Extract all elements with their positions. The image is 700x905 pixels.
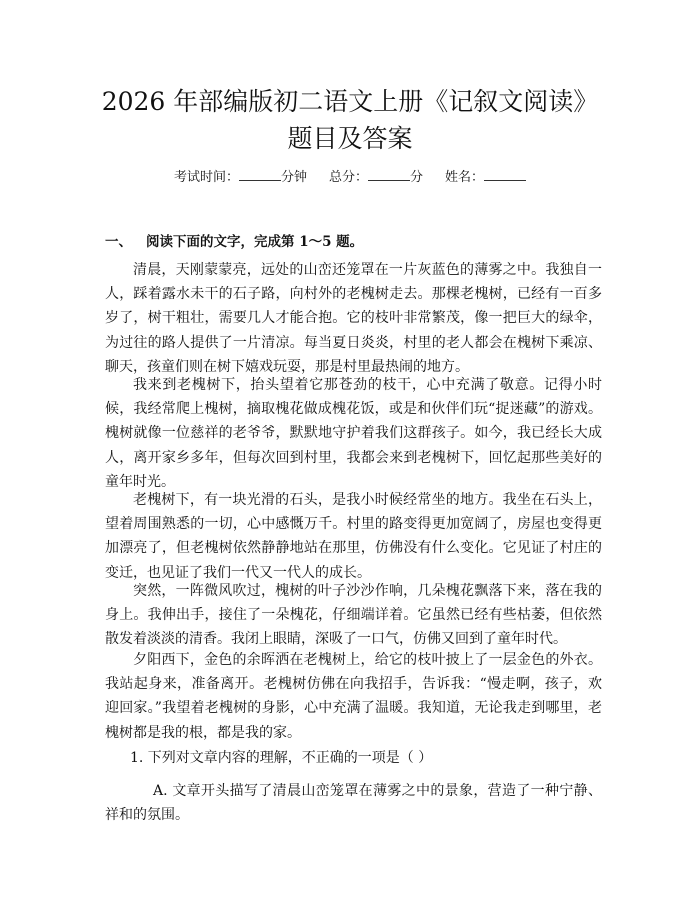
exam-time-label: 考试时间： bbox=[173, 170, 239, 185]
exam-time-blank bbox=[239, 168, 281, 181]
section-heading bbox=[105, 231, 363, 253]
section-instruction: 阅读下面的文字，完成第 1～5 题。 bbox=[146, 234, 364, 250]
student-name-label: 姓名： bbox=[445, 170, 485, 185]
total-score-label: 总分： bbox=[328, 170, 368, 185]
passage-paragraph-5: 夕阳西下，金色的余晖洒在老槐树上，给它的枝叶披上了一层金色的外衣。我站起身来，准备离开。老槐树仿佛在向我招手，告诉我：“慢走啊，孩子，欢迎回家。”我望着老槐树的身影，心中充满了温暖。我知道，无论我走到哪里，老槐树都是我的根，都是我的家。 bbox=[105, 652, 602, 741]
passage-paragraph-4: 突然，一阵微风吹过，槐树的叶子沙沙作响，几朵槐花飘落下来，落在我的身上。我伸出手，接住了一朵槐花，仔细端详着。它虽然已经有些枯萎，但依然散发着淡淡的清香。我闭上眼睛，深吸了一口气，仿佛又回到了童年时代。 bbox=[105, 583, 602, 648]
section-number: 一、 bbox=[105, 234, 132, 250]
document-title-line-1: 2026 年部编版初二语文上册《记叙文阅读》 bbox=[101, 87, 599, 116]
passage-paragraph-3: 老槐树下，有一块光滑的石头，是我小时候经常坐的地方。我坐在石头上，望着周围熟悉的一切，心中感慨万千。村里的路变得更加宽阔了，房屋也变得更加漂亮了，但老槐树依然静静地站在那里，仿佛没有什么变化。它见证了村庄的变迁，也见证了我们一代又一代人的成长。 bbox=[105, 492, 602, 581]
passage-paragraph-1: 清晨，天刚蒙蒙亮，远处的山峦还笼罩在一片灰蓝色的薄雾之中。我独自一人，踩着露水未干的石子路，向村外的老槐树走去。那棵老槐树，已经有一百多岁了，树干粗壮，需要几人才能合抱。它的枝叶非常繁茂，像一把巨大的绿伞，为过往的路人提供了一片清凉。每当夏日炎炎，村里的老人都会在槐树下乘凉、聊天，孩童们则在树下嬉戏玩耍，那是村里最热闹的地方。 bbox=[105, 262, 602, 375]
exam-time-unit: 分钟 bbox=[280, 170, 307, 185]
exam-info-line bbox=[0, 168, 700, 188]
student-name-blank bbox=[484, 168, 526, 181]
total-score-blank bbox=[368, 168, 410, 181]
question-1-option-a: A. 文章开头描写了清晨山峦笼罩在薄雾之中的景象，营造了一种宁静、祥和的氛围。 bbox=[105, 783, 602, 823]
question-1-stem: 1. 下列对文章内容的理解，不正确的一项是（ ） bbox=[130, 750, 433, 766]
passage-paragraph-2: 我来到老槐树下，抬头望着它那苍劲的枝干，心中充满了敬意。记得小时候，我经常爬上槐树，摘取槐花做成槐花饭，或是和伙伴们玩“捉迷藏”的游戏。槐树就像一位慈祥的老爷爷，默默地守护着我们这群孩子。如今，我已经长大成人，离开家乡多年，但每次回到村里，我都会来到老槐树下，回忆起那些美好的童年时光。 bbox=[105, 377, 602, 490]
total-score-unit: 分 bbox=[410, 170, 424, 185]
document-title-line-2: 题目及答案 bbox=[287, 124, 413, 153]
